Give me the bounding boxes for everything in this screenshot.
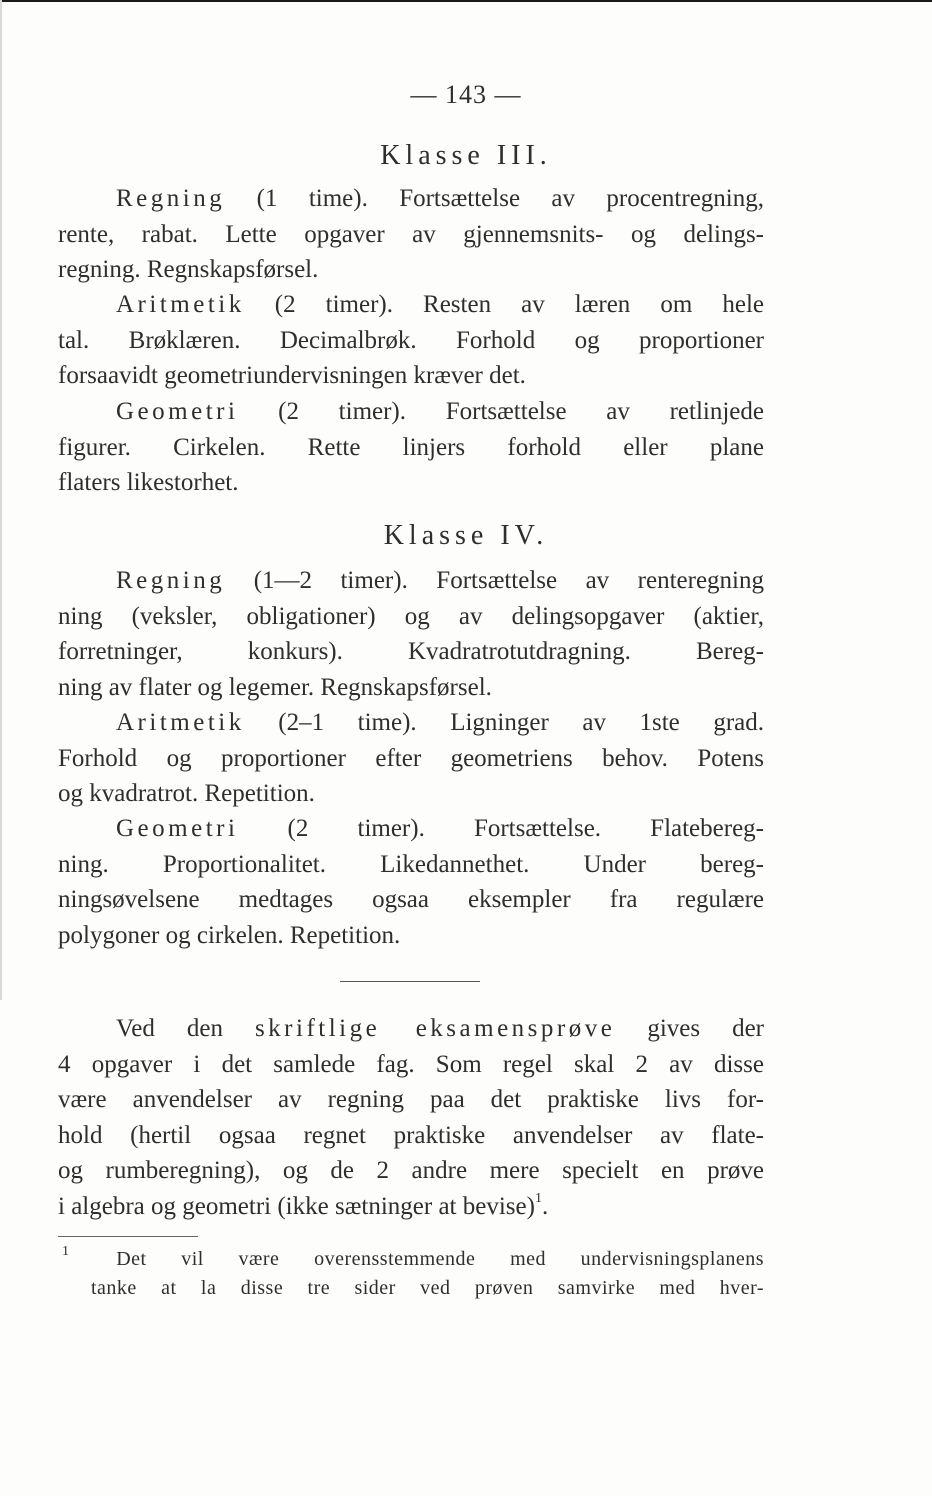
page-left-edge (0, 0, 2, 1000)
footnote-line: tanke at la disse tre sider ved prøven samvirke med hver- (91, 1277, 764, 1299)
line-text: gives der (615, 1015, 764, 1042)
text-line (58, 287, 764, 323)
subject-lead: Geometri (116, 398, 239, 425)
text-line: 4 opgaver i det samlede fag. Som regel skal 2 av disse (58, 1050, 764, 1078)
text-line: være anvendelser av regning paa det praktiske livs for- (58, 1086, 764, 1113)
text-line: Forhold og proportioner efter geometriens behov. Potens (58, 744, 764, 772)
text-line: ningsøvelsene medtages ogsaa eksempler fra regulære (58, 886, 764, 913)
line-text: (1 time). Fortsættelse av procentregning, (225, 185, 764, 212)
section-heading-klasse-iv: Klasse IV. (383, 520, 549, 551)
section-heading-klasse-iii: Klasse III. (380, 140, 552, 171)
line-text: (2–1 time). Ligninger av 1ste grad. (244, 709, 764, 736)
text-line: regning. Regnskapsførsel. (58, 256, 319, 283)
subject-lead: Aritmetik (116, 291, 245, 318)
paragraph-klasse-iii-regning (58, 181, 764, 288)
paragraph-klasse-iii-aritmetik (58, 287, 764, 394)
footnote-line (58, 1245, 764, 1274)
text-line: figurer. Cirkelen. Rette linjers forhold eller plane (58, 433, 764, 461)
line-text: (1—2 timer). Fortsættelse av renteregning (225, 567, 764, 594)
page-top-edge (0, 0, 932, 2)
text-line: hold (hertil ogsaa regnet praktiske anvendelser av flate- (58, 1121, 764, 1149)
line-text: Ved den (116, 1015, 255, 1042)
text-line: og kvadratrot. Repetition. (58, 780, 315, 807)
text-line (58, 1189, 764, 1225)
text-line (58, 811, 764, 847)
footnote-reference[interactable]: 1 (534, 1191, 542, 1207)
page-number: — 143 — (410, 80, 522, 109)
section-divider (340, 981, 480, 982)
exam-spaced-term: skriftlige eksamensprøve (254, 1015, 616, 1042)
text-line: ning av flater og legemer. Regnskapsførsel. (58, 673, 492, 701)
subject-lead: Regning (116, 185, 226, 212)
text-line (58, 1011, 764, 1047)
text-line (58, 563, 764, 599)
paragraph-exam (58, 1011, 764, 1224)
text-line: rente, rabat. Lette opgaver av gjennemsnits- og delings- (58, 220, 764, 248)
text-line: forsaavidt geometriundervisningen kræver det. (58, 362, 526, 389)
paragraph-klasse-iv-regning (58, 563, 764, 705)
text-line: flaters likestorhet. (58, 469, 239, 496)
subject-lead: Regning (116, 567, 226, 594)
paragraph-klasse-iv-geometri (58, 811, 764, 953)
text-line (58, 705, 764, 741)
text-line (58, 394, 764, 430)
text-line: ning (veksler, obligationer) og av delingsopgaver (aktier, (58, 602, 764, 630)
line-text: (2 timer). Resten av læren om hele (244, 291, 764, 318)
footnote (58, 1245, 764, 1303)
subject-lead: Aritmetik (116, 709, 245, 736)
text-line: tal. Brøklæren. Decimalbrøk. Forhold og proportioner (58, 326, 764, 354)
footnote-divider (58, 1236, 198, 1237)
line-text: (2 timer). Fortsættelse av retlinjede (238, 398, 764, 425)
line-text: (2 timer). Fortsættelse. Flatebereg- (238, 815, 764, 842)
footnote-marker: 1 (62, 1244, 70, 1260)
text-line: og rumberegning), og de 2 andre mere specielt en prøve (58, 1157, 764, 1184)
text-line: ning. Proportionalitet. Likedannethet. Under bereg- (58, 850, 764, 878)
line-text: Det vil være overensstemmende med undervisningsplanens (116, 1248, 764, 1270)
line-text: i algebra og geometri (ikke sætninger at bevise) (58, 1192, 535, 1220)
paragraph-klasse-iii-geometri (58, 394, 764, 501)
subject-lead: Geometri (116, 815, 239, 842)
text-line (58, 181, 764, 217)
text-line: forretninger, konkurs). Kvadratrotutdragning. Bereg- (58, 638, 764, 665)
text-line: polygoner og cirkelen. Repetition. (58, 921, 401, 949)
paragraph-klasse-iv-aritmetik (58, 705, 764, 812)
line-text: . (541, 1192, 549, 1220)
